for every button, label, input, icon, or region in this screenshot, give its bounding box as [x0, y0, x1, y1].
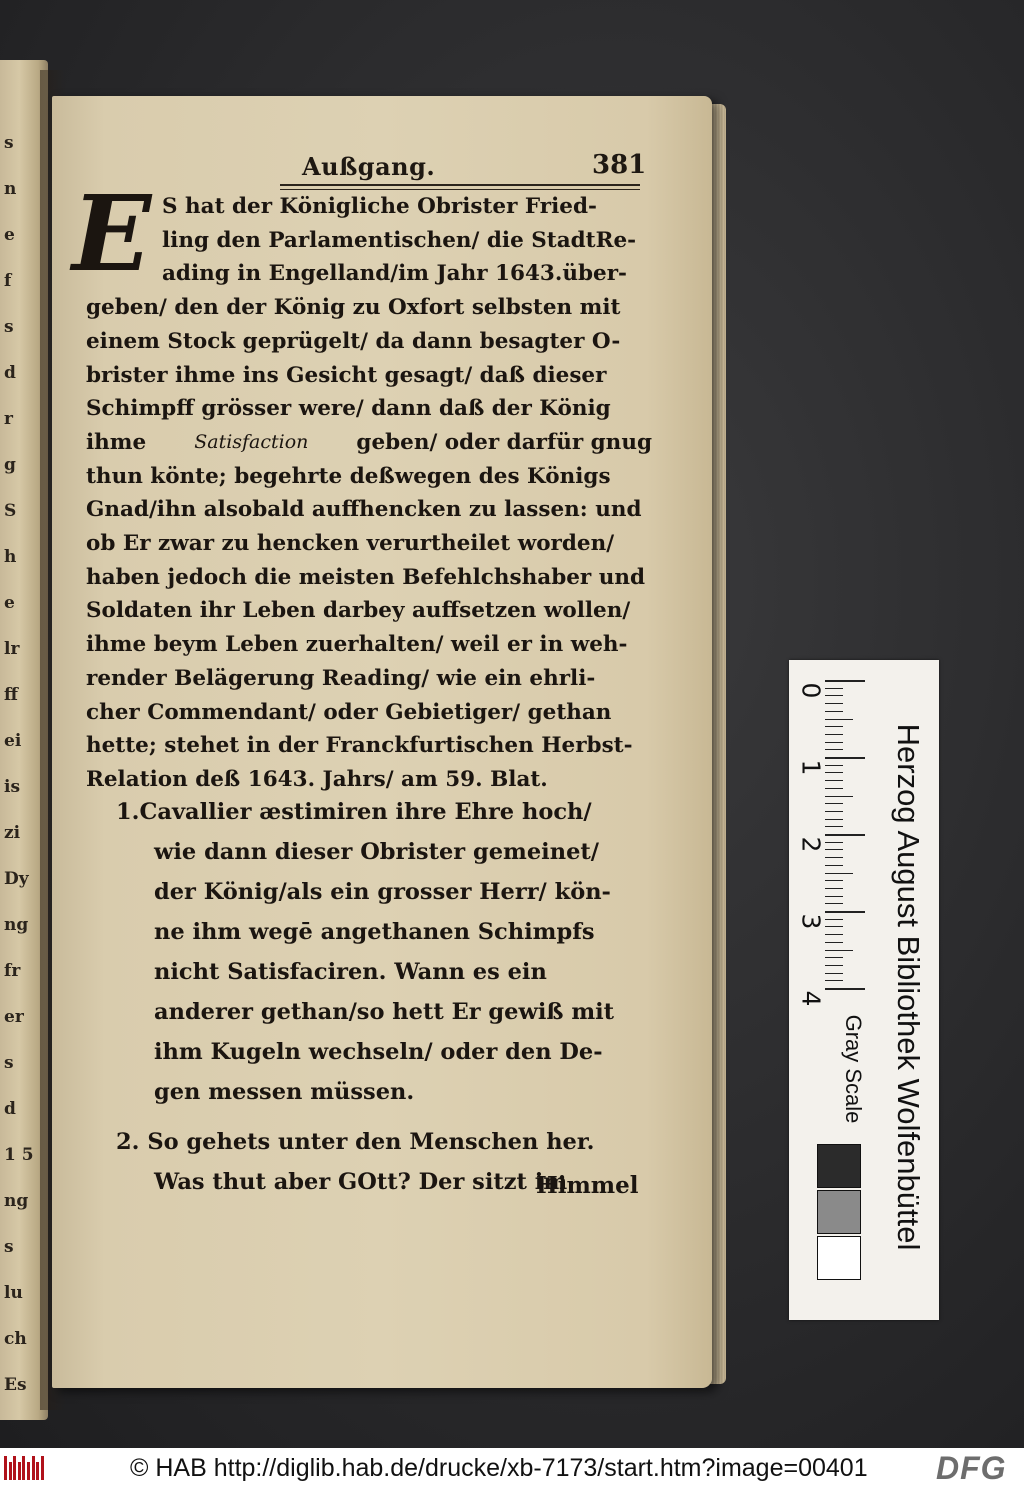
text-line	[162, 224, 652, 257]
ruler-tick	[825, 950, 853, 951]
ruler-tick	[825, 973, 843, 974]
text-segment: ading in Engelland/im Jahr 1643.über-	[162, 261, 627, 287]
ruler-tick	[825, 796, 853, 797]
ruler-tick	[825, 811, 843, 812]
hab-logo-bar	[13, 1456, 16, 1480]
left-page-fragment: r	[4, 409, 13, 429]
left-page-fragment: er	[4, 1007, 24, 1027]
text-line	[86, 628, 652, 661]
text-segment: geben/ den der König zu Oxfort selbsten mit	[86, 295, 621, 321]
list-line: ne ihm wegē angethanen Schimpfs	[154, 919, 595, 945]
ruler-tick	[825, 873, 853, 874]
ruler-tick	[825, 934, 843, 935]
list-line: gen messen müssen.	[154, 1079, 415, 1105]
ruler-tick	[825, 865, 843, 866]
left-page-fragment: zi	[4, 823, 21, 843]
left-page-fragment: s	[4, 317, 14, 337]
text-line	[86, 561, 652, 594]
ruler-tick	[825, 903, 843, 904]
dfg-logo: DFG	[936, 1450, 1007, 1486]
ruler-tick	[825, 911, 865, 913]
text-line	[162, 257, 652, 290]
text-line	[86, 426, 652, 459]
list-line: ihm Kugeln wechseln/ oder den De-	[154, 1039, 603, 1065]
text-segment: cher Commendant/ oder Gebietiger/ gethan	[86, 699, 612, 725]
left-page-fragment: s	[4, 1237, 14, 1257]
ruler-tick	[825, 919, 843, 920]
text-segment: Soldaten ihr Leben darbey auffsetzen wollen/	[86, 598, 631, 624]
list-line: der König/als ein grosser Herr/ kön-	[154, 879, 611, 905]
ruler-tick	[825, 703, 843, 704]
text-segment: S hat der Königliche Obrister Fried-	[162, 194, 597, 219]
list-line: 1.Cavallier æstimiren ihre Ehre hoch/	[116, 799, 592, 825]
footer-bar	[0, 1448, 1024, 1488]
left-page-fragment: ng	[4, 915, 29, 935]
grayscale-swatch	[817, 1190, 861, 1234]
ruler-tick	[825, 749, 843, 750]
ruler-tick	[825, 834, 865, 836]
text-line	[86, 527, 652, 560]
left-page-fragment: Es	[4, 1375, 27, 1395]
ruler-tick	[825, 880, 843, 881]
catchword: Himmel	[536, 1172, 639, 1199]
text-segment: Schimpff grösser were/ dann daß der König	[86, 396, 611, 422]
ruler-tick	[825, 926, 843, 927]
running-title: Außgang.	[302, 152, 436, 181]
ruler-tick	[825, 942, 843, 943]
left-page-fragment: g	[4, 455, 16, 475]
text-line	[86, 729, 652, 762]
ruler-tick	[825, 742, 843, 743]
ruler-institution-text: Herzog August Bibliothek Wolfenbüttel	[891, 723, 926, 1251]
list-line: anderer gethan/so hett Er gewiß mit	[154, 999, 615, 1025]
ruler-tick	[825, 849, 843, 850]
ruler-tick	[825, 957, 843, 958]
ruler-tick	[825, 842, 843, 843]
ruler-tick	[825, 688, 843, 689]
text-line	[86, 662, 652, 695]
text-line	[86, 325, 652, 358]
ruler-tick	[825, 980, 843, 981]
text-line	[86, 291, 652, 324]
ruler-tick	[825, 734, 843, 735]
running-head	[240, 146, 650, 186]
left-page-fragment: d	[4, 363, 16, 383]
ruler-tick	[825, 719, 853, 720]
ruler-number: 1	[796, 759, 826, 776]
ruler-tick	[825, 772, 843, 773]
text-line	[86, 359, 652, 392]
ruler-tick	[825, 988, 865, 990]
ruler-tick	[825, 726, 843, 727]
text-segment: thun könte; begehrte deßwegen des Königs	[86, 463, 611, 489]
ruler-number: 4	[796, 990, 826, 1007]
text-segment: render Belägerung Reading/ wie ein ehrli-	[86, 665, 596, 691]
ruler-tick	[825, 819, 843, 820]
ruler-tick	[825, 780, 843, 781]
left-page-fragment: s	[4, 133, 14, 153]
ruler-tick	[825, 857, 843, 858]
left-page-fragment: Dy	[4, 869, 29, 889]
text-line	[86, 392, 652, 425]
hab-logo-bar	[4, 1456, 7, 1480]
text-line	[86, 594, 652, 627]
left-page-fragment: S	[4, 501, 17, 521]
hab-logo-bar	[22, 1456, 25, 1480]
text-segment: ob Er zwar zu hencken verurtheilet worden/	[86, 531, 615, 556]
left-page-fragment: e	[4, 593, 15, 613]
ruler-tick	[825, 788, 843, 789]
text-segment: hette; stehet in der Franckfurtischen Herbst-	[86, 733, 633, 759]
left-page-fragment: d	[4, 1099, 16, 1119]
grayscale-label	[833, 1014, 873, 1124]
ruler-tick	[825, 826, 843, 827]
text-segment: brister ihme ins Gesicht gesagt/ daß dieser	[86, 362, 607, 388]
hab-logo-bar	[36, 1462, 39, 1480]
text-segment: haben jedoch die meisten Befehlchshaber und	[86, 564, 646, 590]
hab-logo-bar	[32, 1456, 35, 1480]
text-segment: ihme	[86, 429, 147, 455]
ruler-number: 2	[796, 836, 826, 853]
left-page-fragment: fr	[4, 961, 21, 981]
ruler-tick	[825, 695, 843, 696]
color-ruler	[789, 660, 939, 1320]
left-page-fragment: 1 5	[4, 1145, 34, 1165]
text-segment: Gnad/ihn alsobald auffhencken zu lassen: und	[86, 497, 642, 523]
text-line	[86, 493, 652, 526]
hab-logo-bar	[18, 1462, 21, 1480]
hab-logo-bar	[9, 1462, 12, 1480]
grayscale-swatch	[817, 1144, 861, 1188]
ruler-tick	[825, 680, 865, 682]
text-segment: ling den Parlamentischen/ die StadtRe-	[162, 227, 637, 253]
list-line: Was thut aber GOtt? Der sitzt im	[154, 1169, 568, 1195]
ruler-tick	[825, 711, 843, 712]
ruler-tick	[825, 765, 843, 766]
text-line	[86, 460, 652, 493]
left-page-fragment: ch	[4, 1329, 27, 1349]
hab-logo-bar	[41, 1456, 44, 1480]
text-segment: geben/ oder darfür gnug	[356, 429, 652, 455]
hab-logo-bar	[27, 1462, 30, 1480]
ruler-tick	[825, 965, 843, 966]
grayscale-swatch	[817, 1236, 861, 1280]
left-page-fragment: ng	[4, 1191, 29, 1211]
text-segment: Relation deß 1643. Jahrs/ am 59. Blat.	[86, 766, 548, 792]
footer-credit[interactable]: © HAB http://diglib.hab.de/drucke/xb-7173/start.htm?image=00401	[130, 1454, 868, 1482]
hab-logo-icon	[4, 1454, 46, 1482]
ruler-institution	[879, 672, 937, 1302]
ruler-tick	[825, 896, 843, 897]
ruler-tick	[825, 803, 843, 804]
left-page-fragment: lr	[4, 639, 20, 659]
left-page-fragment: ff	[4, 685, 18, 705]
left-page-fragment: ei	[4, 731, 22, 751]
text-segment: Satisfaction	[194, 430, 309, 453]
text-line	[162, 190, 652, 223]
left-page-fragment: e	[4, 225, 15, 245]
ruler-ticks	[825, 680, 865, 1000]
page-number: 381	[592, 150, 647, 180]
left-page-fragment: f	[4, 271, 12, 291]
ruler-number: 0	[796, 682, 826, 699]
text-line	[86, 763, 652, 796]
text-segment: einem Stock geprügelt/ da dann besagter O-	[86, 328, 621, 354]
text-line	[86, 696, 652, 729]
ruler-tick	[825, 888, 843, 889]
left-page-fragment: is	[4, 777, 21, 797]
list-line: 2. So gehets unter den Menschen her.	[116, 1129, 595, 1155]
left-page-fragment: h	[4, 547, 17, 567]
text-segment: ihme beym Leben zuerhalten/ weil er in weh-	[86, 632, 628, 658]
list-line: nicht Satisfaciren. Wann es ein	[154, 959, 547, 985]
left-page-fragment: s	[4, 1053, 14, 1073]
list-line: wie dann dieser Obrister gemeinet/	[154, 839, 599, 865]
left-page-fragment: n	[4, 179, 17, 199]
drop-cap: E	[72, 172, 152, 295]
ruler-number: 3	[796, 913, 826, 930]
left-page-fragment: lu	[4, 1283, 23, 1303]
grayscale-label-text: Gray Scale	[841, 1014, 866, 1124]
ruler-tick	[825, 757, 865, 759]
